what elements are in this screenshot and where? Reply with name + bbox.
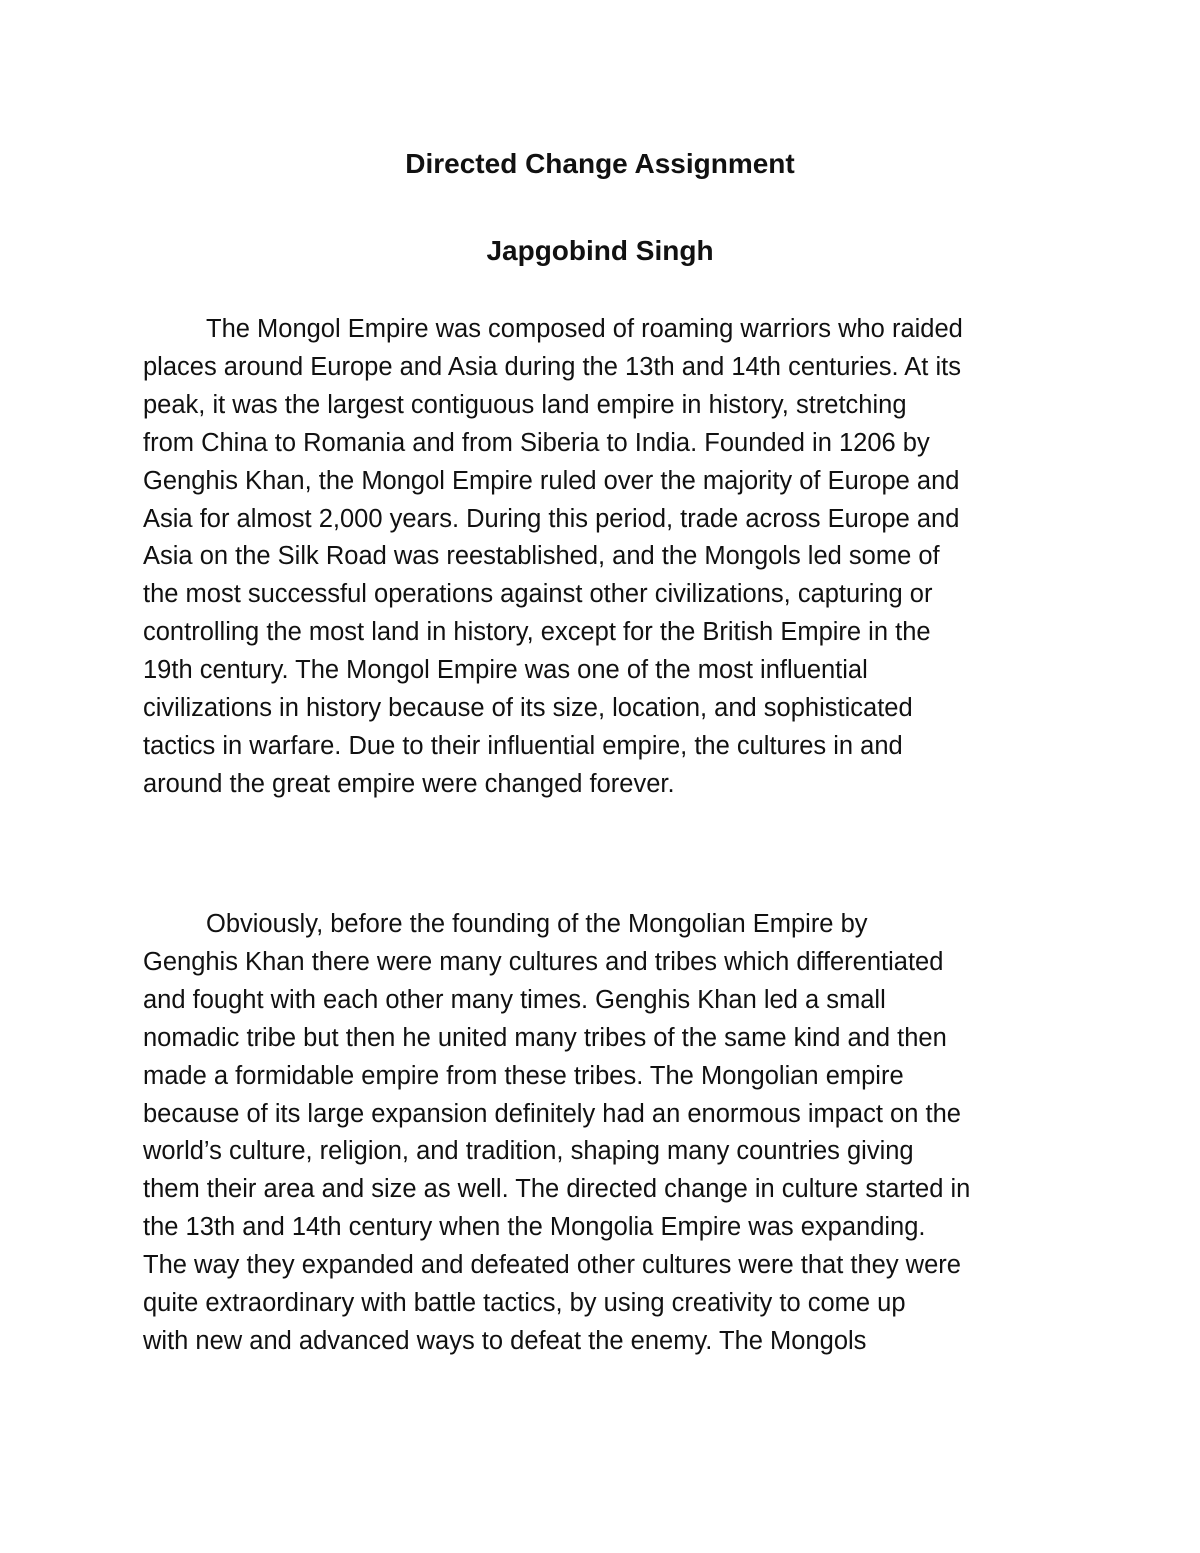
paragraph-line: around the great empire were changed forever. — [143, 769, 675, 798]
paragraph-line: made a formidable empire from these tribes. The Mongolian empire — [143, 1061, 904, 1090]
paragraph-line: nomadic tribe but then he united many tribes of the same kind and then — [143, 1023, 947, 1052]
paragraph-line: tactics in warfare. Due to their influential empire, the cultures in and — [143, 731, 903, 760]
paragraph-line: Asia on the Silk Road was reestablished, and the Mongols led some of — [143, 542, 940, 571]
paragraph-line: the 13th and 14th century when the Mongolia Empire was expanding. — [143, 1213, 926, 1242]
author-name: Japgobind Singh — [486, 235, 714, 266]
paragraph-line: from China to Romania and from Siberia to India. Founded in 1206 by — [143, 428, 930, 457]
paragraph-line: The Mongol Empire was composed of roaming warriors who raided — [206, 315, 963, 343]
paragraph-line: 19th century. The Mongol Empire was one of the most influential — [143, 656, 868, 685]
paragraph-line: places around Europe and Asia during the 13th and 14th centuries. At its — [143, 352, 961, 381]
paragraph-line: them their area and size as well. The directed change in culture started in — [143, 1175, 971, 1204]
paragraph-line: controlling the most land in history, except for the British Empire in the — [143, 618, 931, 647]
paragraph-1 — [143, 311, 1063, 804]
paragraph-line: The way they expanded and defeated other cultures were that they were — [143, 1251, 961, 1280]
paragraph-line: Asia for almost 2,000 years. During this period, trade across Europe and — [143, 504, 960, 533]
paragraph-line: Genghis Khan, the Mongol Empire ruled over the majority of Europe and — [143, 466, 960, 495]
paragraph-line: and fought with each other many times. Genghis Khan led a small — [143, 985, 886, 1014]
paragraph-line: with new and advanced ways to defeat the enemy. The Mongols — [143, 1326, 867, 1355]
paragraph-line: the most successful operations against other civilizations, capturing or — [143, 580, 933, 609]
paragraph-line: Obviously, before the founding of the Mongolian Empire by — [206, 910, 868, 938]
paragraph-line: world’s culture, religion, and tradition, shaping many countries giving — [143, 1137, 914, 1166]
paragraph-line: peak, it was the largest contiguous land empire in history, stretching — [143, 390, 907, 419]
paragraph-2 — [143, 906, 1063, 1361]
document-title: Directed Change Assignment — [405, 148, 795, 179]
paragraph-line: quite extraordinary with battle tactics, by using creativity to come up — [143, 1289, 906, 1318]
paragraph-line: Genghis Khan there were many cultures and tribes which differentiated — [143, 947, 944, 976]
paragraph-line: civilizations in history because of its size, location, and sophisticated — [143, 694, 913, 723]
paragraph-line: because of its large expansion definitely had an enormous impact on the — [143, 1099, 961, 1128]
